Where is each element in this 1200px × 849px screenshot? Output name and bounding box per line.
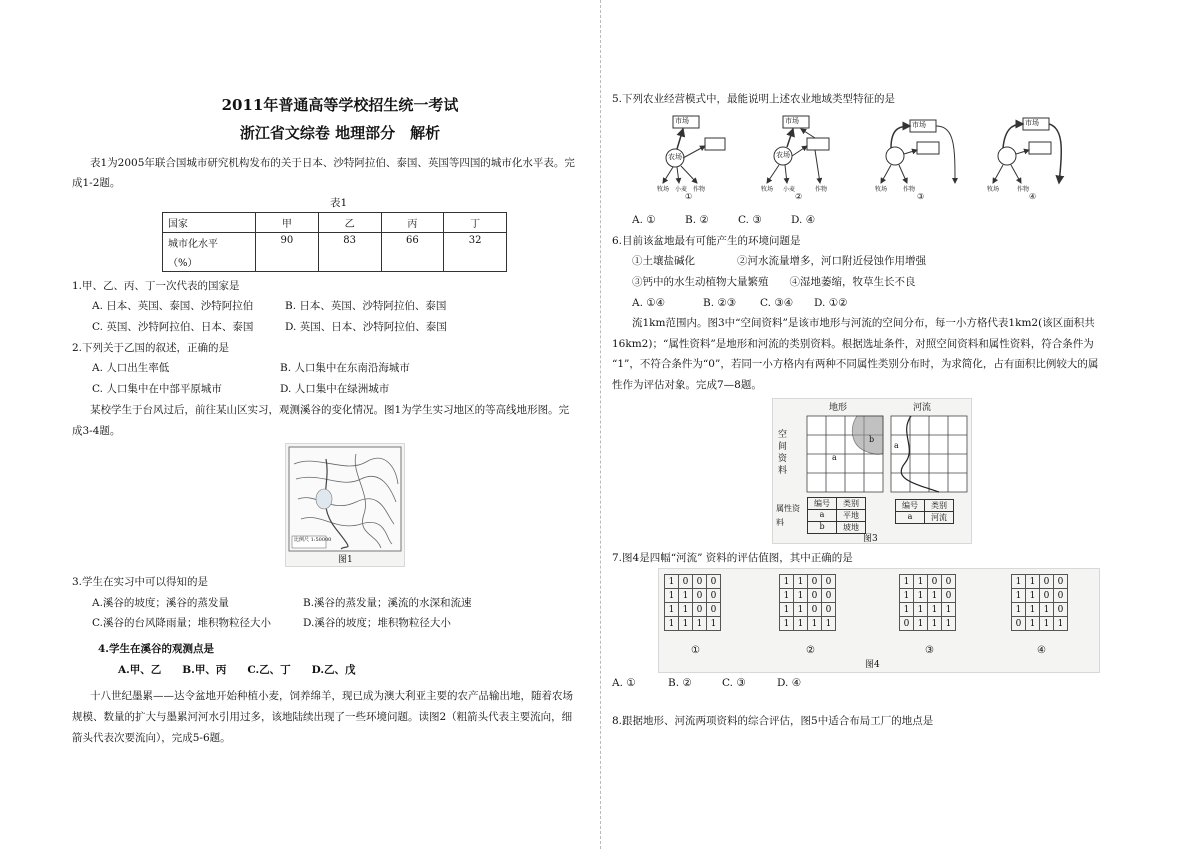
g2-cell: 1 [780, 603, 794, 617]
g3-cell: 1 [942, 603, 956, 617]
question-2: 2.下列关于乙国的叙述，正确的是 [72, 342, 230, 354]
question-6: 6.目前该盆地最有可能产生的环境问题是 [612, 235, 801, 247]
table-row-label [163, 233, 256, 272]
fig3-cell-b: b [869, 435, 875, 444]
fig2-d2-wheat: 小麦 [783, 186, 796, 193]
g4-cell: 1 [1040, 617, 1054, 631]
g1-cell: 0 [707, 603, 721, 617]
q5-option-c: C. ③ [738, 214, 762, 226]
q2-option-c: C. 人口集中在中部平原城市 [92, 383, 222, 395]
g2-cell: 0 [822, 589, 836, 603]
g2-cell: 0 [822, 603, 836, 617]
fig2-d4-pasture: 牧场 [987, 186, 1000, 193]
urbanization-table [162, 212, 507, 272]
g2-cell: 0 [822, 575, 836, 589]
para-78-line-2: 16km2)；“属性资料”是地形和河流的类别资料。根据选址条件，对照空间资料和属性资料，符合条件为 [612, 338, 1094, 350]
fig2-label-4: ④ [1029, 192, 1037, 201]
g1-cell: 0 [707, 575, 721, 589]
g1-cell: 1 [665, 603, 679, 617]
table-caption: 表1 [330, 197, 348, 209]
g1-cell: 0 [693, 589, 707, 603]
g3-cell: 1 [928, 603, 942, 617]
fig4-caption: 图4 [865, 660, 880, 670]
q4-options: A.甲、乙 B.甲、丙 C.乙、丁 D.乙、戊 [118, 664, 356, 676]
contour-lines-graphic [286, 444, 404, 566]
g2-cell: 0 [808, 589, 822, 603]
g4-cell: 0 [1012, 617, 1026, 631]
g1-cell: 1 [665, 617, 679, 631]
exam-subtitle: 浙江省文综卷 地理部分 解析 [239, 124, 441, 142]
q6-items-line-2: ③钙中的水生动植物大量繁殖 ④湿地萎缩，牧草生长不良 [632, 276, 916, 288]
g1-cell: 1 [679, 603, 693, 617]
fig2-d2-pasture: 牧场 [761, 186, 774, 193]
figure-1-scale: 比例尺 1:50000 [294, 537, 332, 543]
g4-cell: 1 [1026, 589, 1040, 603]
fig2-label-2: ② [795, 192, 803, 201]
fig3-col-terrain: 地形 [829, 403, 848, 413]
fig3-attr1-r1c2: 平地 [837, 510, 866, 522]
g3-cell: 0 [942, 589, 956, 603]
fig3-cell-a: a [832, 453, 837, 462]
q7-option-c: C. ③ [722, 677, 746, 689]
g1-cell: 1 [693, 617, 707, 631]
fig2-label-1: ① [685, 192, 693, 201]
fig4-grid-1 [664, 574, 721, 631]
fig2-d1-wheat: 小麦 [675, 186, 688, 193]
table-row-label-1: 城市化水平 [168, 239, 218, 250]
q5-option-d: D. ④ [791, 214, 816, 226]
flow-diagram-graphic [655, 108, 1065, 204]
q7-option-d: D. ④ [777, 677, 802, 689]
intro-line-1: 表1为2005年联合国城市研究机构发布的关于日本、沙特阿拉伯、泰国、英国等四国的城市化水平表。完 [90, 157, 575, 169]
fig2-d3-pasture: 牧场 [875, 186, 888, 193]
para-78-line-3: “1”，不符合条件为“0”，若同一小方格内有两种不同属性类别分布时，为求简化，占有面积比例较大的属 [612, 358, 1099, 370]
para-78-line-4: 性作为评估对象。完成7—8题。 [612, 379, 762, 391]
figure-1-caption: 图1 [338, 555, 353, 565]
q2-option-b: B. 人口集中在东南沿海城市 [280, 362, 410, 374]
g2-cell: 0 [808, 575, 822, 589]
figure-3-spatial-data [772, 398, 972, 544]
question-1: 1.甲、乙、丙、丁一次代表的国家是 [72, 280, 240, 292]
figure-4-evaluation-grids [658, 568, 1100, 673]
q6-option-a: A. ①④ [632, 297, 666, 309]
question-8: 8.跟据地形、河流两项资料的综合评估，图5中适合布局工厂的地点是 [612, 715, 934, 727]
fig4-grid-3 [899, 574, 956, 631]
fig3-attr2-h1: 编号 [896, 500, 925, 512]
fig3-row-spatial: 空间资料 [778, 430, 788, 476]
g4-cell: 1 [1054, 617, 1068, 631]
table-header-ding: 丁 [444, 213, 507, 233]
g3-cell: 0 [900, 617, 914, 631]
g4-cell: 0 [1040, 589, 1054, 603]
g3-cell: 1 [900, 589, 914, 603]
fig3-caption: 图3 [863, 534, 878, 544]
fig3-river-attr-table [895, 499, 954, 524]
g2-cell: 1 [780, 617, 794, 631]
fig3-attr1-r2c2: 坡地 [837, 522, 866, 534]
g3-cell: 1 [914, 603, 928, 617]
fig3-attr2-r1c2: 河流 [925, 512, 954, 524]
question-3: 3.学生在实习中可以得知的是 [72, 576, 209, 588]
fig4-label-1: ① [691, 645, 700, 656]
table-value-bing: 66 [381, 233, 444, 272]
fig4-label-4: ④ [1037, 645, 1046, 656]
q1-option-b: B. 日本、英国、沙特阿拉伯、泰国 [285, 300, 447, 312]
figure-1-contour-map [285, 443, 405, 567]
g4-cell: 1 [1026, 617, 1040, 631]
para-56-line-2: 规模、数量的扩大与墨累河河水引用过多，该地陆续出现了一些环境问题。读图2（粗箭头代表主要流向，细 [72, 711, 573, 723]
fig4-grid-4 [1011, 574, 1068, 631]
g4-cell: 1 [1026, 575, 1040, 589]
g3-cell: 1 [900, 575, 914, 589]
g1-cell: 1 [679, 589, 693, 603]
g2-cell: 1 [794, 617, 808, 631]
q1-option-d: D. 英国、日本、沙特阿拉伯、泰国 [285, 321, 447, 333]
fig2-d1-farm: 农场 [668, 153, 682, 161]
g1-cell: 1 [707, 617, 721, 631]
g2-cell: 1 [780, 589, 794, 603]
fig3-terrain-attr-table [807, 497, 866, 534]
fig2-d4-market: 市场 [1025, 119, 1039, 127]
question-4: 4.学生在溪谷的观测点是 [98, 643, 214, 655]
fig3-attr1-h2: 类别 [837, 498, 866, 510]
q6-option-b: B. ②③ [703, 297, 737, 309]
g2-cell: 1 [794, 589, 808, 603]
table-value-ding: 32 [444, 233, 507, 272]
q6-option-d: D. ①② [814, 297, 848, 309]
g1-cell: 0 [693, 575, 707, 589]
g2-cell: 1 [808, 617, 822, 631]
g1-cell: 1 [665, 589, 679, 603]
fig2-d2-crop: 作物 [815, 186, 828, 193]
q7-option-b: B. ② [668, 677, 692, 689]
g4-cell: 0 [1040, 575, 1054, 589]
g4-cell: 1 [1026, 603, 1040, 617]
fig2-d2-market: 市场 [785, 117, 799, 125]
g3-cell: 1 [928, 589, 942, 603]
g1-cell: 0 [707, 589, 721, 603]
g1-cell: 1 [679, 617, 693, 631]
g1-cell: 0 [679, 575, 693, 589]
fig4-grid-2-wrap [779, 574, 836, 631]
q2-option-a: A. 人口出生率低 [92, 362, 170, 374]
q1-option-c: C. 英国、沙特阿拉伯、日本、泰国 [92, 321, 254, 333]
q3-option-c: C.溪谷的台风降雨量；堆积物粒径大小 [92, 617, 271, 629]
fig3-row-attribute: 属性资料 [776, 504, 800, 527]
fig2-d2-farm: 农场 [776, 151, 790, 159]
g3-cell: 1 [914, 575, 928, 589]
fig4-grid-3-wrap [899, 574, 956, 631]
page-fold-line [600, 0, 601, 849]
g4-cell: 0 [1054, 589, 1068, 603]
table-header-country: 国家 [163, 213, 256, 233]
fig2-d1-crop: 作物 [693, 186, 706, 193]
g3-cell: 1 [914, 589, 928, 603]
g4-cell: 0 [1054, 575, 1068, 589]
fig3-attr2-h2: 类别 [925, 500, 954, 512]
g4-cell: 0 [1054, 603, 1068, 617]
fig3-attr1-h1: 编号 [808, 498, 837, 510]
fig2-d4-crop: 作物 [1017, 186, 1030, 193]
q1-option-a: A. 日本、英国、泰国、沙特阿拉伯 [92, 300, 254, 312]
fig2-d3-market: 市场 [912, 121, 926, 129]
fig4-label-2: ② [806, 645, 815, 656]
q5-option-a: A. ① [632, 214, 656, 226]
para-78-line-1: 流1km范围内。图3中“空间资料”是该市地形与河流的空间分布，每一小方格代表1km2(该区面积共 [632, 317, 1095, 329]
fig3-col-river: 河流 [913, 403, 932, 413]
fig4-grid-2 [779, 574, 836, 631]
g3-cell: 1 [900, 603, 914, 617]
fig3-grids [799, 413, 969, 493]
table-row-label-2: （%） [168, 258, 198, 269]
g1-cell: 1 [665, 575, 679, 589]
fig3-attr1-r2c1: b [808, 522, 837, 534]
g4-cell: 1 [1012, 575, 1026, 589]
q3-option-b: B.溪谷的蒸发量；溪流的水深和流速 [303, 597, 472, 609]
g3-cell: 1 [914, 617, 928, 631]
para-56-line-1: 十八世纪墨累——达令盆地开始种植小麦，饲养绵羊，现已成为澳大利亚主要的农产品输出地，随着农场 [90, 690, 573, 702]
g4-cell: 1 [1040, 603, 1054, 617]
q3-option-a: A.溪谷的坡度；溪谷的蒸发量 [92, 597, 229, 609]
figure-2-flow-diagrams [655, 108, 1065, 204]
fig2-label-3: ③ [917, 192, 925, 201]
table-header-bing: 丙 [381, 213, 444, 233]
g2-cell: 1 [780, 575, 794, 589]
fig4-grid-1-wrap [664, 574, 721, 631]
fig3-attr1-r1c1: a [808, 510, 837, 522]
q2-option-d: D. 人口集中在绿洲城市 [280, 383, 390, 395]
g4-cell: 1 [1012, 589, 1026, 603]
exam-title: 2011年普通高等学校招生统一考试 [221, 96, 459, 114]
table-value-yi: 83 [318, 233, 381, 272]
q6-items-line-1: ①土壤盐碱化 ②河水流量增多，河口附近侵蚀作用增强 [632, 255, 926, 267]
q6-option-c: C. ③④ [760, 297, 794, 309]
g2-cell: 1 [822, 617, 836, 631]
fig2-d1-pasture: 牧场 [657, 186, 670, 193]
fig4-grid-4-wrap [1011, 574, 1068, 631]
fig4-label-3: ③ [925, 645, 934, 656]
g3-cell: 0 [928, 575, 942, 589]
g3-cell: 0 [942, 575, 956, 589]
fig2-d1-market: 市场 [675, 117, 689, 125]
fig3-river-cell-a: a [894, 441, 899, 450]
para-56-line-3: 箭头代表次要流向），完成5-6题。 [72, 732, 231, 744]
question-5: 5.下列农业经营模式中，最能说明上述农业地域类型特征的是 [612, 93, 896, 105]
g3-cell: 1 [928, 617, 942, 631]
q5-option-b: B. ② [685, 214, 709, 226]
intro-line-2: 成1-2题。 [72, 177, 121, 189]
g2-cell: 1 [794, 575, 808, 589]
table-value-jia: 90 [256, 233, 319, 272]
g1-cell: 0 [693, 603, 707, 617]
table-header-yi: 乙 [318, 213, 381, 233]
fig2-d3-crop: 作物 [903, 186, 916, 193]
q7-option-a: A. ① [612, 677, 636, 689]
question-7: 7.图4是四幅“河流” 资料的评估值图，其中正确的是 [612, 552, 853, 564]
g4-cell: 1 [1012, 603, 1026, 617]
fig3-attr2-r1c1: a [896, 512, 925, 524]
g2-cell: 1 [794, 603, 808, 617]
g3-cell: 1 [942, 617, 956, 631]
q3-option-d: D.溪谷的坡度；堆积物粒径大小 [303, 617, 451, 629]
table-header-jia: 甲 [256, 213, 319, 233]
g2-cell: 0 [808, 603, 822, 617]
para-34-line-2: 成3-4题。 [72, 425, 121, 437]
para-34-line-1: 某校学生于台风过后，前往某山区实习，观测溪谷的变化情况。图1为学生实习地区的等高线地形图。完 [90, 404, 570, 416]
